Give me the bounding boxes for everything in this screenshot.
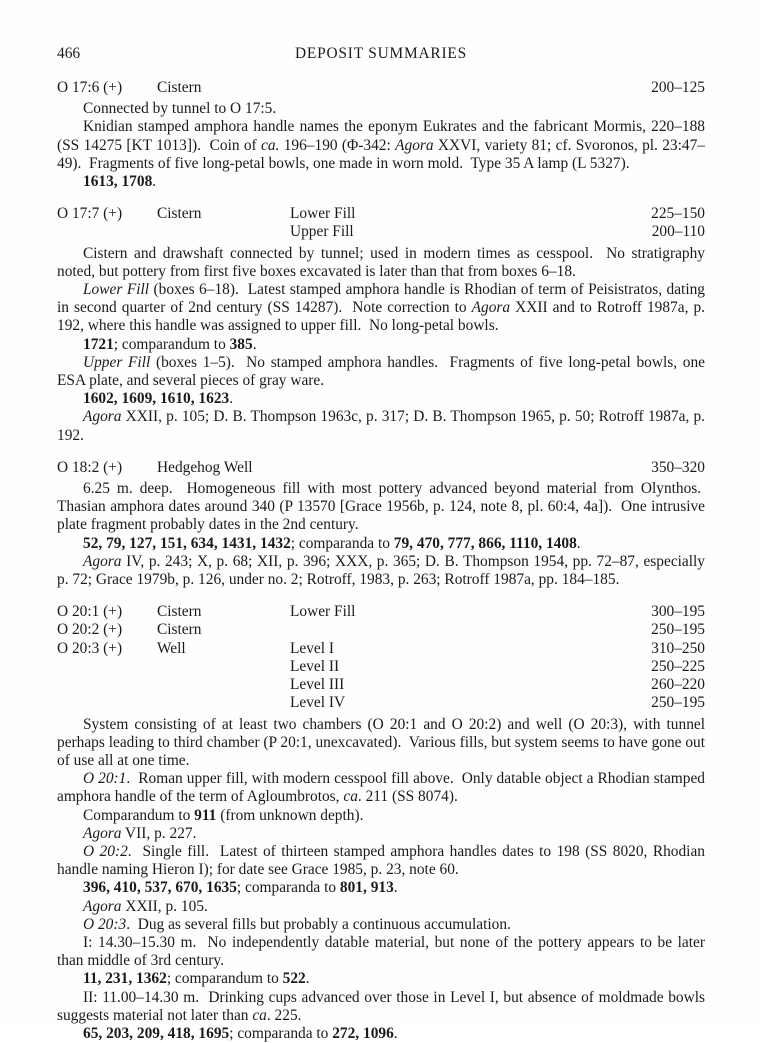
text-run: (boxes 6–18). Latest stamped amphora handle is Rhodian of term of Peisistratos, dating in second quarter of 2nd century (SS 14287). Note correction to <box>57 281 705 317</box>
deposit-date-range: 200–110 <box>651 223 705 241</box>
italic-text-run: O 20:1 <box>83 770 127 788</box>
deposit-date-range: 350–320 <box>651 458 705 476</box>
catalogue-number-run: 396, 410, 537, 670, 1635 <box>83 879 237 897</box>
body-paragraph <box>57 825 705 843</box>
text-run: System consisting of at least two chambers (O 20:1 and O 20:2) and well (O 20:3), with tunnel perhaps leading to third chamber (P 20:1, unexcavated). Various fills, but system seems to have gone out of use all at one time. <box>57 715 705 769</box>
text-run: XXVI, variety 81; cf. Svoronos, pl. 23:47–49). Fragments of five long-petal bowls, one made in worn mold. Type 35 A lamp (L 5327). <box>57 136 705 172</box>
deposit-fill-label <box>290 459 615 477</box>
italic-text-run: Agora <box>83 824 122 842</box>
page-title: DEPOSIT SUMMARIES <box>295 45 467 62</box>
body-paragraph <box>57 898 705 916</box>
body-paragraph <box>57 336 705 354</box>
italic-text-run: ca <box>252 1006 267 1024</box>
deposit-date-range: 260–220 <box>651 676 705 694</box>
italic-text-run: Agora <box>83 552 122 570</box>
text-run: XXII, p. 105; D. B. Thompson 1963c, p. 317; D. B. Thompson 1965, p. 50; Rotroff 1987a, p. 192. <box>57 408 705 444</box>
deposit-header-row <box>57 603 705 621</box>
text-run: Cistern and drawshaft connected by tunnel; used in modern times as cesspool. No stratigraphy noted, but pottery from first five boxes excavated is later than that from boxes 6–18. <box>57 244 705 280</box>
catalogue-number-run: 11, 231, 1362 <box>83 970 167 988</box>
text-run: . <box>393 879 398 897</box>
text-run: (from unknown depth). <box>216 806 364 824</box>
deposit-fill-label: Upper Fill <box>290 223 354 241</box>
deposit-date-range: 250–195 <box>651 694 705 712</box>
deposit-date-range: 250–195 <box>651 621 705 639</box>
deposit-type <box>157 694 290 712</box>
text-run: VII, p. 227. <box>121 824 197 842</box>
text-run: IV, p. 243; X, p. 68; XII, p. 396; XXX, p. 365; D. B. Thompson 1954, pp. 72–87, especially p. 72; Grace 1979b, p. 126, under no. 2; Rotroff, 1983, p. 263; Rotroff 1987a, pp. 184–185. <box>57 552 705 589</box>
text-run: ; comparandum to <box>166 970 283 988</box>
text-run: XXII and to Rotroff 1987a, p. 192, where this handle was assigned to upper fill. No long-petal bowls. <box>57 299 705 335</box>
deposit-header-table <box>57 205 705 241</box>
deposit-header-row <box>57 205 705 223</box>
deposit-type: Cistern <box>157 603 202 621</box>
deposit-header-row <box>57 640 705 658</box>
deposit-fill-label: Level I <box>290 639 335 657</box>
italic-text-run: ca <box>343 788 358 806</box>
deposit-header-row <box>57 658 705 676</box>
text-run: . Roman upper fill, with modern cesspool fill above. Only datable object a Rhodian stamped amphora handle of the term of Agloumbrotos, <box>57 770 705 806</box>
body-paragraph <box>57 281 705 336</box>
catalogue-number-run: 79, 470, 777, 866, 1110, 1408 <box>393 534 577 552</box>
body-paragraph <box>57 535 705 553</box>
italic-text-run: Agora <box>471 299 511 317</box>
deposit-date-range: 310–250 <box>651 639 705 657</box>
text-run: Comparandum to <box>83 806 195 824</box>
deposit-fill-label <box>290 79 615 97</box>
text-run: . 225. <box>266 1006 302 1024</box>
deposit-id: O 17:7 (+) <box>57 205 123 223</box>
catalogue-number-run: 1613, 1708 <box>83 173 153 191</box>
deposit-type: Cistern <box>157 79 202 96</box>
text-run: 6.25 m. deep. Homogeneous fill with most pottery advanced beyond material from Olynthos. Thasian amphora dates around 340 (P 13570 [Grace 1956b, p. 124, note 8, pl. 60:4, 4a]). One intrusive plate fragment probably dates in the 2nd century. <box>57 480 705 534</box>
italic-text-run: Agora <box>83 408 122 426</box>
catalogue-number-run: 65, 203, 209, 418, 1695 <box>83 1024 230 1042</box>
deposit-type: Hedgehog Well <box>157 458 253 476</box>
text-run: . 211 (SS 8074). <box>357 788 458 806</box>
body-paragraph <box>57 1025 705 1043</box>
deposit-header-row <box>57 223 705 241</box>
catalogue-number-run: 911 <box>194 806 217 824</box>
italic-text-run: O 20:2 <box>83 842 128 860</box>
catalogue-number-run: 1602, 1609, 1610, 1623 <box>83 390 230 408</box>
text-run: II: 11.00–14.30 m. Drinking cups advanced over those in Level I, but absence of moldmade bowls suggests material not later than <box>57 988 705 1024</box>
deposit-id: O 17:6 (+) <box>57 79 123 96</box>
deposit-id: O 20:2 (+) <box>57 621 123 639</box>
catalogue-number-run: 385 <box>229 335 253 353</box>
body-paragraph <box>57 843 705 879</box>
body-paragraph <box>57 879 705 897</box>
deposit-type <box>157 223 290 241</box>
text-run: ; comparanda to <box>290 534 394 552</box>
body-paragraph <box>57 970 705 988</box>
deposit-id <box>57 658 157 676</box>
body-paragraph <box>57 770 705 806</box>
body-paragraph <box>57 807 705 825</box>
deposit-header-row <box>57 694 705 712</box>
italic-text-run: Agora <box>395 136 434 154</box>
deposit-header-row <box>57 459 705 477</box>
catalogue-number-run: 272, 1096 <box>332 1024 394 1042</box>
body-paragraph <box>57 100 705 118</box>
body-paragraph <box>57 716 705 771</box>
deposit-header-table <box>57 603 705 712</box>
deposit-date-range: 250–225 <box>651 657 705 675</box>
text-run: (boxes 1–5). No stamped amphora handles. Fragments of five long-petal bowls, one ESA plate, and several pieces of gray ware. <box>57 353 705 390</box>
deposit-header-row <box>57 79 705 97</box>
deposit-id: O 18:2 (+) <box>57 458 123 476</box>
catalogue-number-run: 522 <box>282 970 306 988</box>
text-run: . <box>252 335 257 353</box>
text-run: . <box>152 173 157 191</box>
deposit-type: Cistern <box>157 621 202 639</box>
deposit-type: Cistern <box>157 205 202 223</box>
deposit-fill-label: Level IV <box>290 694 346 712</box>
text-run: . <box>393 1024 398 1042</box>
deposit-section <box>57 205 705 445</box>
body-paragraph <box>57 480 705 535</box>
text-run: . Single fill. Latest of thirteen stamped amphora handles dates to 198 (SS 8020, Rhodian handle naming Hieron I); for date see Grace 1985, p. 23, note 60. <box>57 842 705 879</box>
text-run: ; comparanda to <box>229 1024 333 1042</box>
deposit-fill-label <box>290 621 615 639</box>
deposit-id: O 20:3 (+) <box>57 639 123 657</box>
italic-text-run: ca. <box>261 136 280 154</box>
body-paragraph <box>57 408 705 444</box>
deposit-fill-label: Level II <box>290 657 340 675</box>
body-paragraph <box>57 916 705 934</box>
catalogue-number-run: 52, 79, 127, 151, 634, 1431, 1432 <box>83 534 291 552</box>
deposit-date-range: 300–195 <box>651 603 705 621</box>
deposit-header-row <box>57 621 705 639</box>
text-run: XXII, p. 105. <box>121 897 208 915</box>
body-paragraph <box>57 354 705 390</box>
text-run: Knidian stamped amphora handle names the eponym Eukrates and the fabricant Mormis, 220–188 (SS 14275 [KT 1013]). Coin of <box>57 118 705 154</box>
deposit-type <box>157 658 290 676</box>
deposit-header-table <box>57 79 705 97</box>
deposit-date-range: 225–150 <box>651 205 705 223</box>
body-paragraph <box>57 118 705 173</box>
text-run: ; comparanda to <box>236 879 340 897</box>
deposit-section <box>57 459 705 589</box>
text-run: 196–190 (Φ-342: <box>279 136 396 154</box>
catalogue-number-run: 1721 <box>83 335 114 353</box>
text-run: I: 14.30–15.30 m. No independently datable material, but none of the pottery appears to be later than middle of 3rd century. <box>57 933 705 970</box>
body-paragraph <box>57 553 705 589</box>
deposit-type <box>157 676 290 694</box>
body-paragraph <box>57 390 705 408</box>
page-number: 466 <box>57 45 81 62</box>
text-run: . Dug as several fills but probably a continuous accumulation. <box>126 915 511 933</box>
italic-text-run: Lower Fill <box>83 281 150 299</box>
italic-text-run: O 20:3 <box>83 915 127 933</box>
italic-text-run: Upper Fill <box>83 353 151 371</box>
deposit-section <box>57 603 705 1043</box>
deposit-header-row <box>57 676 705 694</box>
body-paragraph <box>57 934 705 970</box>
deposit-id <box>57 694 157 712</box>
body-paragraph <box>57 245 705 281</box>
text-run: ; comparandum to <box>113 335 230 353</box>
italic-text-run: Agora <box>83 897 122 915</box>
body-paragraph <box>57 173 705 191</box>
deposit-header-table <box>57 459 705 477</box>
deposit-date-range: 200–125 <box>651 79 705 96</box>
deposit-sections <box>57 79 705 1043</box>
catalogue-number-run: 801, 913 <box>339 879 394 897</box>
deposit-id <box>57 676 157 694</box>
text-run: . <box>229 390 234 408</box>
text-run: . <box>576 534 581 552</box>
text-run: Connected by tunnel to O 17:5. <box>83 100 277 118</box>
running-head <box>57 45 705 63</box>
deposit-fill-label: Lower Fill <box>290 603 356 621</box>
deposit-id: O 20:1 (+) <box>57 603 123 621</box>
deposit-fill-label: Level III <box>290 676 345 694</box>
deposit-fill-label: Lower Fill <box>290 205 356 223</box>
deposit-type: Well <box>157 639 186 657</box>
text-run: . <box>305 970 310 988</box>
deposit-id <box>57 223 157 241</box>
deposit-section <box>57 79 705 191</box>
body-paragraph <box>57 989 705 1025</box>
